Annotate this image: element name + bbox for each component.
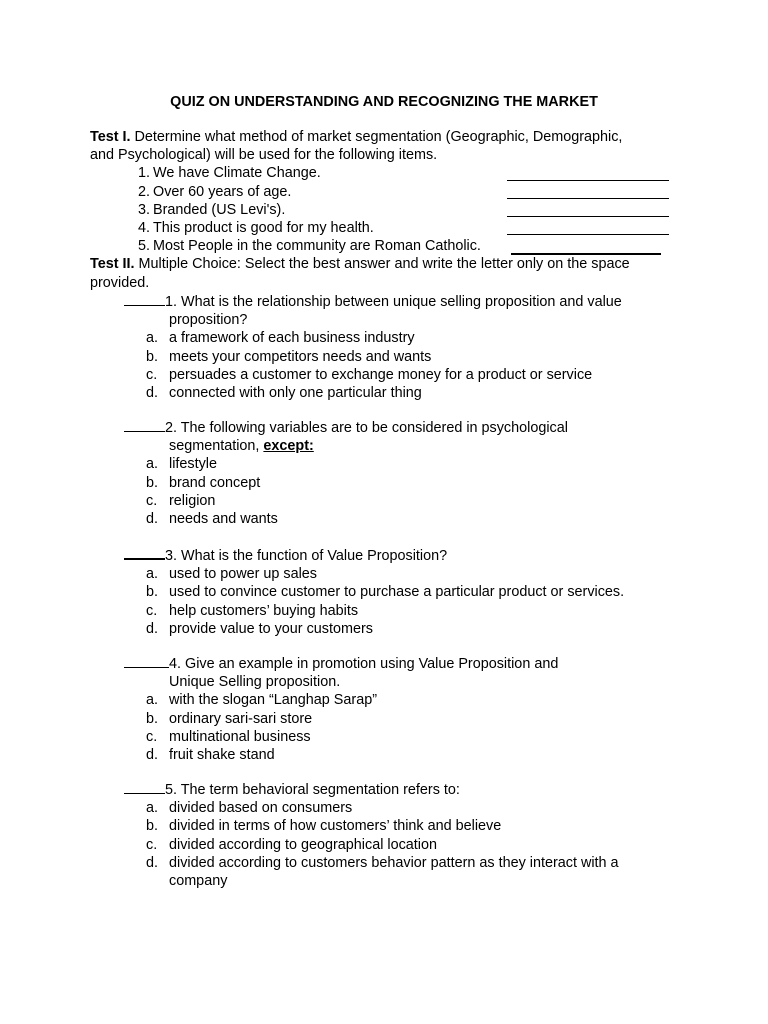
option-text: connected with only one particular thing bbox=[169, 384, 422, 401]
option-text: used to convince customer to purchase a particular product or services. bbox=[169, 584, 625, 601]
option-letter: b. bbox=[146, 474, 159, 491]
option-text: multinational business bbox=[169, 728, 311, 745]
question-emphasis: except: bbox=[263, 438, 314, 455]
option-letter: d. bbox=[146, 384, 159, 401]
test2-instruction bbox=[90, 255, 680, 273]
item-number: 5. bbox=[137, 238, 150, 255]
test2-label: Test II. bbox=[90, 256, 135, 273]
option bbox=[124, 565, 684, 583]
question-line1: Give an example in promotion using Value Proposition and bbox=[181, 656, 559, 672]
option-letter: d. bbox=[146, 746, 159, 763]
option-letter: c. bbox=[146, 602, 158, 619]
option-text: with the slogan “Langhap Sarap” bbox=[169, 692, 378, 709]
test2-instruction-line2: provided. bbox=[90, 274, 150, 291]
option bbox=[124, 474, 684, 492]
option-letter: a. bbox=[146, 330, 159, 347]
item-number: 4. bbox=[137, 219, 150, 236]
option bbox=[124, 854, 684, 890]
option-letter: b. bbox=[146, 710, 159, 727]
option bbox=[124, 799, 684, 817]
option-letter: a. bbox=[146, 456, 159, 473]
option bbox=[124, 691, 684, 709]
option-letter: d. bbox=[146, 854, 159, 871]
option bbox=[124, 366, 684, 384]
option-text: religion bbox=[169, 492, 216, 509]
item-text: This product is good for my health. bbox=[153, 219, 374, 236]
option-text: brand concept bbox=[169, 474, 261, 491]
option-text: divided according to customers behavior pattern as they interact with a company bbox=[169, 854, 619, 889]
option-text: ordinary sari-sari store bbox=[169, 710, 313, 727]
option-letter: a. bbox=[146, 692, 159, 709]
test1-section bbox=[90, 128, 680, 292]
option-text: divided based on consumers bbox=[169, 800, 353, 817]
option-text: meets your competitors needs and wants bbox=[169, 348, 432, 365]
option-text: lifestyle bbox=[169, 456, 217, 473]
question-line2: proposition? bbox=[169, 312, 248, 329]
item-text: Most People in the community are Roman Catholic. bbox=[153, 238, 481, 255]
question-line1: The term behavioral segmentation refers to: bbox=[177, 782, 460, 798]
option-text: divided according to geographical location bbox=[169, 836, 438, 853]
item-number: 2. bbox=[137, 183, 150, 200]
question-line1: What is the relationship between unique selling proposition and value bbox=[177, 294, 622, 310]
option-letter: a. bbox=[146, 566, 159, 583]
option-letter: a. bbox=[146, 800, 159, 817]
question-line2-text: segmentation, bbox=[169, 438, 264, 455]
test2-instruction-line1: Multiple Choice: Select the best answer and write the letter only on the space bbox=[134, 256, 630, 273]
option bbox=[124, 836, 684, 854]
option-text: needs and wants bbox=[169, 510, 278, 527]
option bbox=[124, 620, 684, 638]
item-number: 3. bbox=[137, 201, 150, 218]
option-letter: c. bbox=[146, 366, 158, 383]
option-letter: b. bbox=[146, 818, 159, 835]
question-stem bbox=[124, 780, 684, 799]
option-text: persuades a customer to exchange money for a product or service bbox=[169, 366, 593, 383]
question-4 bbox=[124, 654, 684, 764]
test1-instruction-line1: Determine what method of market segmentation (Geographic, Demographic, bbox=[130, 129, 623, 145]
option-text: divided in terms of how customers’ think and believe bbox=[169, 818, 502, 835]
option-letter: d. bbox=[146, 510, 159, 527]
answer-blank[interactable] bbox=[124, 780, 165, 794]
option bbox=[124, 746, 684, 764]
option-letter: c. bbox=[146, 728, 158, 745]
answer-blank[interactable] bbox=[124, 292, 165, 306]
option bbox=[124, 492, 684, 510]
answer-line-4[interactable] bbox=[507, 234, 669, 235]
option-text: fruit shake stand bbox=[169, 746, 275, 763]
option bbox=[124, 348, 684, 366]
question-line2: Unique Selling proposition. bbox=[169, 674, 341, 691]
question-line1: The following variables are to be considered in psychological bbox=[177, 420, 568, 436]
question-stem bbox=[124, 292, 684, 311]
question-line2 bbox=[124, 437, 684, 455]
test1-label: Test I. bbox=[90, 129, 131, 145]
option-letter: b. bbox=[146, 348, 159, 365]
option bbox=[124, 602, 684, 620]
option-letter: d. bbox=[146, 620, 159, 637]
answer-line-5[interactable] bbox=[511, 253, 661, 255]
page-title: QUIZ ON UNDERSTANDING AND RECOGNIZING THE MARKET bbox=[170, 94, 598, 110]
option bbox=[124, 817, 684, 835]
question-stem bbox=[124, 418, 684, 437]
test1-items bbox=[90, 164, 680, 255]
question-1 bbox=[124, 292, 684, 402]
answer-line-1[interactable] bbox=[507, 180, 669, 181]
option-text: provide value to your customers bbox=[169, 620, 373, 637]
test1-instruction bbox=[90, 128, 680, 146]
option-text: a framework of each business industry bbox=[169, 330, 415, 347]
answer-blank[interactable] bbox=[124, 418, 165, 432]
question-3 bbox=[124, 545, 684, 638]
question-2 bbox=[124, 418, 684, 528]
question-number: 5. bbox=[165, 782, 178, 798]
question-number: 1. bbox=[165, 294, 178, 310]
option bbox=[124, 384, 684, 402]
question-stem bbox=[124, 545, 684, 565]
option-letter: b. bbox=[146, 584, 159, 601]
answer-line-2[interactable] bbox=[507, 198, 669, 199]
option bbox=[124, 329, 684, 347]
item-number: 1. bbox=[137, 165, 150, 182]
question-number: 3. bbox=[165, 548, 178, 564]
test1-instruction-line2: and Psychological) will be used for the following items. bbox=[90, 147, 438, 164]
answer-blank[interactable] bbox=[124, 654, 169, 668]
item-text: Branded (US Levi's). bbox=[153, 201, 286, 218]
item-text: Over 60 years of age. bbox=[153, 183, 292, 200]
question-5 bbox=[124, 780, 684, 890]
option-text: help customers’ buying habits bbox=[169, 602, 359, 619]
option bbox=[124, 510, 684, 528]
option bbox=[124, 583, 684, 601]
option bbox=[124, 710, 684, 728]
option-letter: c. bbox=[146, 492, 158, 509]
answer-blank[interactable] bbox=[124, 545, 165, 560]
option-text: used to power up sales bbox=[169, 566, 317, 583]
question-number: 4. bbox=[169, 656, 182, 672]
option bbox=[124, 728, 684, 746]
item-text: We have Climate Change. bbox=[153, 165, 321, 182]
question-number: 2. bbox=[165, 420, 178, 436]
option bbox=[124, 455, 684, 473]
question-line1: What is the function of Value Proposition? bbox=[177, 548, 448, 564]
option-letter: c. bbox=[146, 836, 158, 853]
answer-line-3[interactable] bbox=[507, 216, 669, 217]
question-stem bbox=[124, 654, 684, 673]
